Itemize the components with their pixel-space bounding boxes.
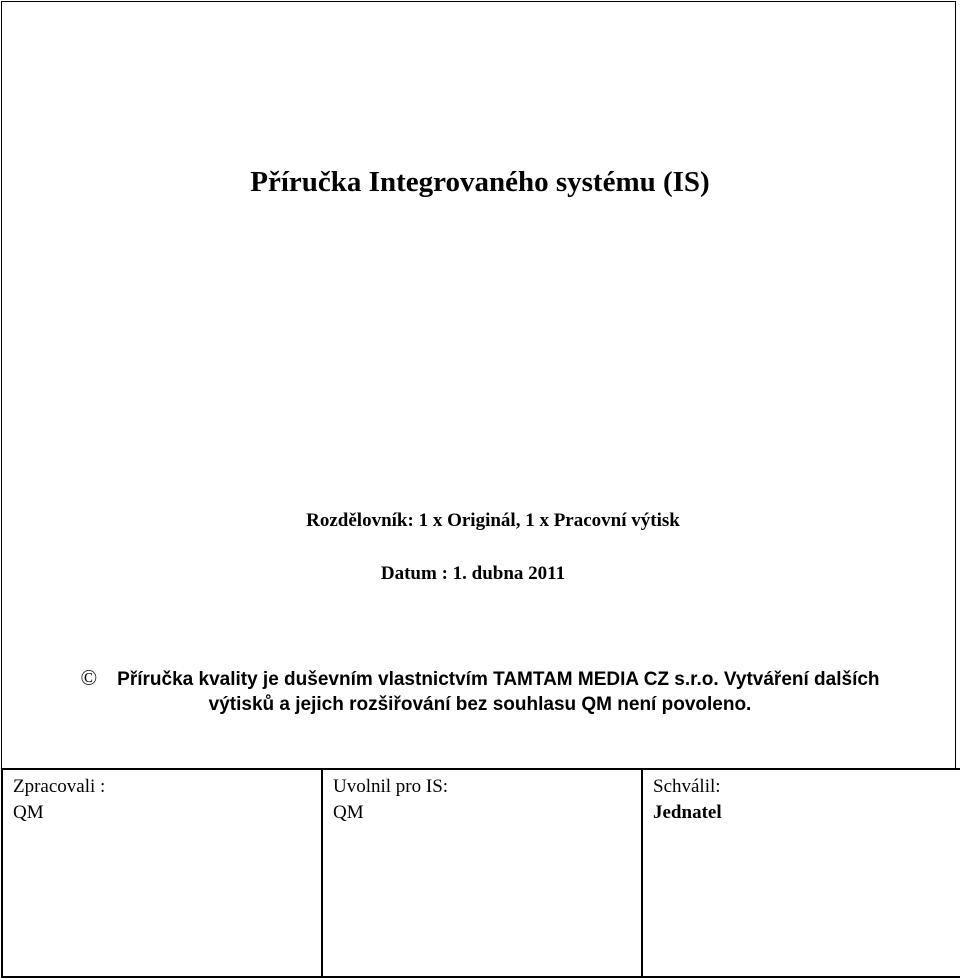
signature-cell-approved <box>642 769 960 977</box>
signature-cell-prepared <box>2 769 322 977</box>
approved-by-label: Schválil: <box>653 776 721 797</box>
released-by-value: QM <box>333 802 364 823</box>
prepared-by-value: QM <box>13 802 44 823</box>
signature-table <box>1 768 960 978</box>
approved-by-value: Jednatel <box>653 802 722 823</box>
distribution-list: Rozdělovník: 1 x Originál, 1 x Pracovní výtisk <box>306 510 680 531</box>
copyright-text-line1: Příručka kvality je duševním vlastnictvím TAMTAM MEDIA CZ s.r.o. Vytváření dalších <box>117 669 880 690</box>
prepared-by-label: Zpracovali : <box>13 776 106 797</box>
signature-row <box>2 769 960 977</box>
copyright-icon: © <box>80 665 98 690</box>
signature-cell-released <box>322 769 642 977</box>
released-by-label: Uvolnil pro IS: <box>333 776 449 797</box>
page-frame <box>1 1 956 769</box>
copyright-notice <box>30 665 930 717</box>
copyright-text-line2: výtisků a jejich rozšiřování bez souhlasu QM není povoleno. <box>208 694 752 715</box>
document-date: Datum : 1. dubna 2011 <box>380 563 566 584</box>
document-title: Příručka Integrovaného systému (IS) <box>250 166 710 198</box>
